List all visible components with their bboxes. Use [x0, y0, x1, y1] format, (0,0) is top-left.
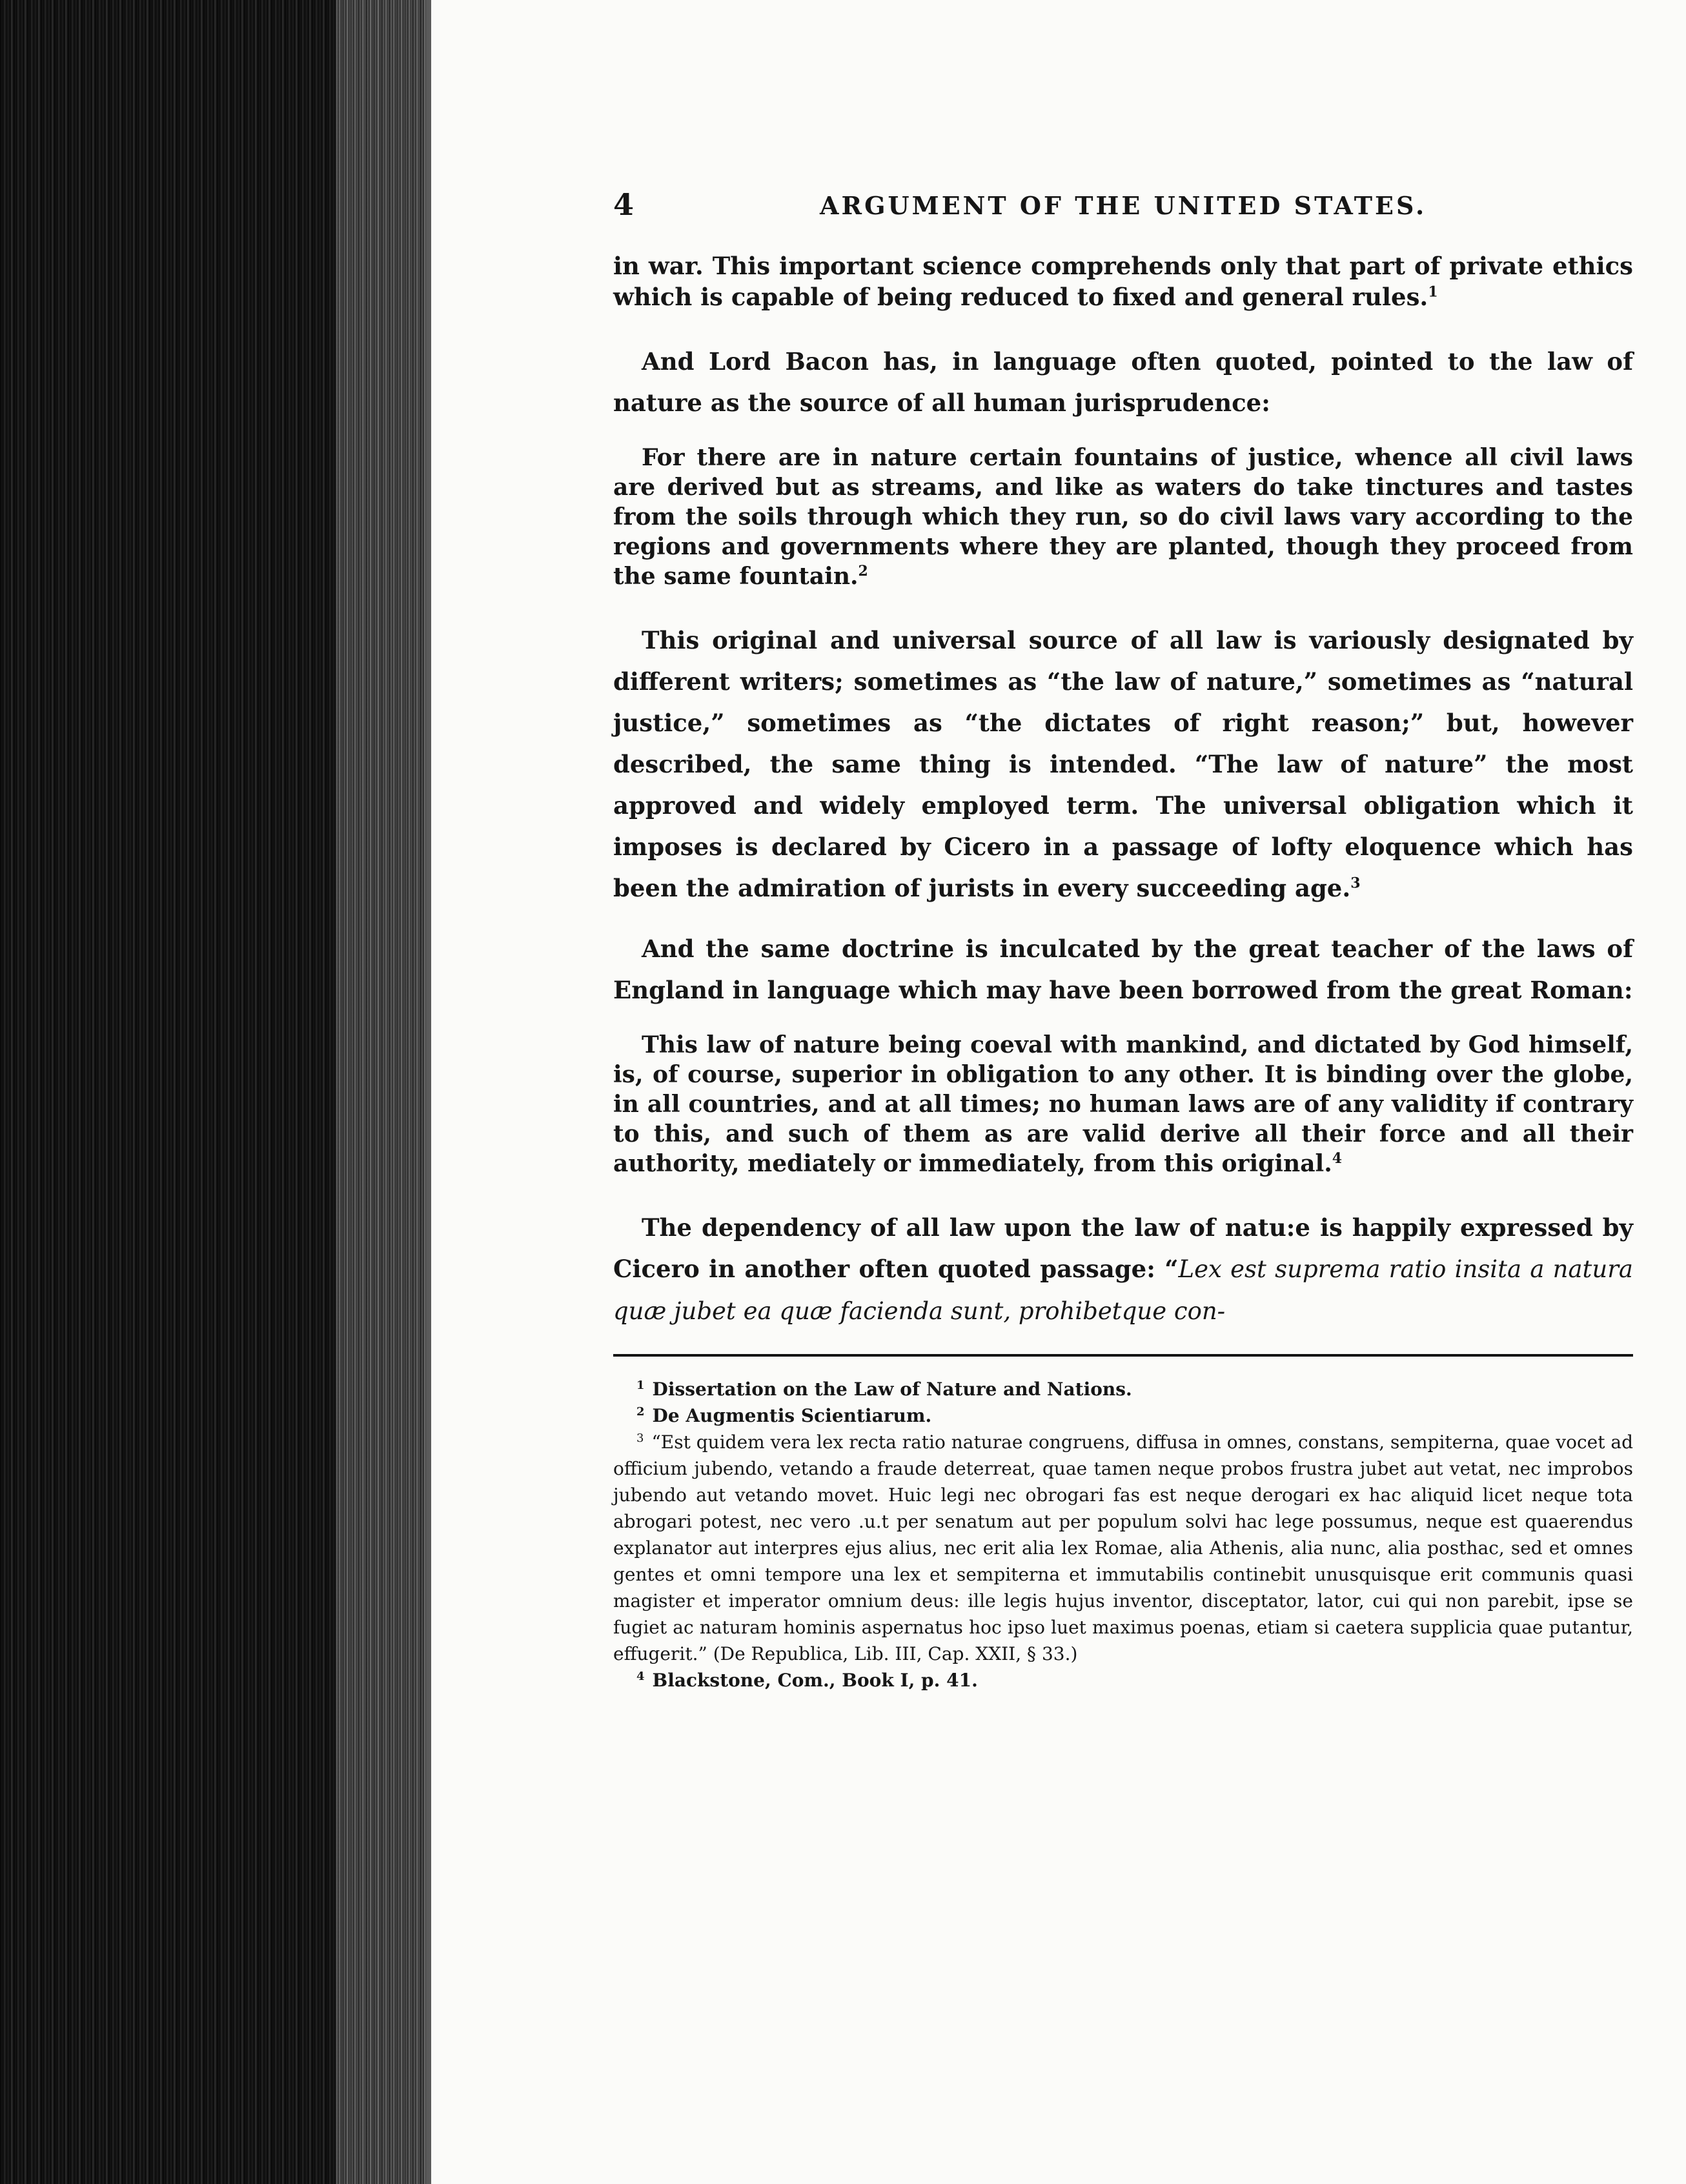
bacon-quote-text: For there are in nature certain fountains of justice, whence all civil laws are derived but as streams, and like as waters do take tinctures and tastes from the soils through which they run, so do civil laws vary according to the regions and governments where they are planted, though they proceed from the same fountain.: [613, 444, 1633, 590]
paragraph-3: [613, 620, 1633, 909]
blackstone-quote-text: This law of nature being coeval with mankind, and dictated by God himself, is, of course, superior in obligation to any other. It is binding over the globe, in all countries, and at all times; no human laws are of any validity if contrary to this, and such of them as are valid derive all their force and all their authority, mediately or immediately, from this original.: [613, 1031, 1633, 1177]
footnote-number: 2: [636, 1404, 645, 1419]
book-spine-edge: [0, 0, 426, 2184]
footnote-marker-1: 1: [1428, 283, 1438, 301]
page-header: [613, 187, 1633, 232]
paragraph-1-text: in war. This important science comprehends only that part of private ethics which is capable of being reduced to fixed and general rules.: [613, 252, 1633, 311]
footnote-marker-4: 4: [1332, 1150, 1343, 1167]
footnote-3: [613, 1429, 1633, 1667]
blackstone-quote: [613, 1030, 1633, 1178]
paragraph-5-text: The dependency of all law upon the law of natu:e is happily expressed by Cicero in another often quoted passage: “: [613, 1213, 1633, 1283]
footnote-2: [613, 1402, 1633, 1429]
footnote-marker-2: 2: [858, 563, 868, 580]
running-title: ARGUMENT OF THE UNITED STATES.: [820, 191, 1427, 220]
footnote-marker-3: 3: [1350, 875, 1361, 892]
book-page: [426, 0, 1686, 2184]
page-content: [613, 187, 1633, 1694]
footnotes: [613, 1376, 1633, 1694]
footnote-4: [613, 1667, 1633, 1694]
footnote-divider: [613, 1354, 1633, 1357]
paragraph-1: [613, 250, 1633, 312]
paragraph-2: And Lord Bacon has, in language often quoted, pointed to the law of nature as the source of all human jurisprudence:: [613, 347, 1633, 417]
footnote-text: De Augmentis Scientiarum.: [652, 1405, 932, 1426]
footnote-number: 4: [636, 1669, 645, 1683]
bacon-quote: [613, 443, 1633, 591]
footnote-number: 3: [636, 1431, 644, 1445]
footnote-text: Blackstone, Com., Book I, p. 41.: [652, 1670, 978, 1691]
footnote-1: [613, 1376, 1633, 1402]
footnote-text: Dissertation on the Law of Nature and Nations.: [652, 1379, 1132, 1400]
paragraph-3-text: This original and universal source of all law is variously designated by different writers; sometimes as “the law of nature,” sometimes as “natural justice,” sometimes as “the dictates of right reason;” but, however described, the same thing is intended. “The law of nature” the most approved and widely employed term. The universal obligation which it imposes is declared by Cicero in a passage of lofty eloquence which has been the admiration of jurists in every succeeding age.: [613, 626, 1633, 902]
paragraph-5: [613, 1207, 1633, 1332]
footnote-number: 1: [636, 1378, 645, 1392]
footnote-text: “Est quidem vera lex recta ratio naturae congruens, diffusa in omnes, constans, sempiterna, quae vocet ad officium jubendo, vetando a fraude deterreat, quae tamen neque probos frustra jubet aut vetat, nec improbos jubendo aut vetando movet. Huic legi nec obrogari fas est neque derogari ex hac aliquid licet neque tota abrogari potest, nec vero .u.t per senatum aut per populum solvi hac lege possumus, neque est quaerendus explanator aut interpres ejus alius, nec erit alia lex Romae, alia Athenis, alia nunc, alia posthac, sed et omnes gentes et omni tempore una lex et sempiterna et immutabilis continebit unusquisque erit communis quasi magister et imperator omnium deus: ille legis hujus inventor, disceptator, lator, cui qui non parebit, ipse se fugiet ac naturam hominis aspernatus hoc ipso luet maximus poenas, etiam si caetera supplicia quae putantur, effugerit.” (De Republica, Lib. III, Cap. XXII, § 33.): [613, 1431, 1633, 1664]
paragraph-4: And the same doctrine is inculcated by the great teacher of the laws of England in language which may have been borrowed from the great Roman:: [613, 935, 1633, 1004]
body-text: [613, 250, 1633, 1332]
latin-quote: Lex est suprema ratio insita a natura quæ jubet ea quæ facienda sunt, prohibetque con-: [613, 1255, 1633, 1325]
page-number: 4: [613, 187, 635, 222]
